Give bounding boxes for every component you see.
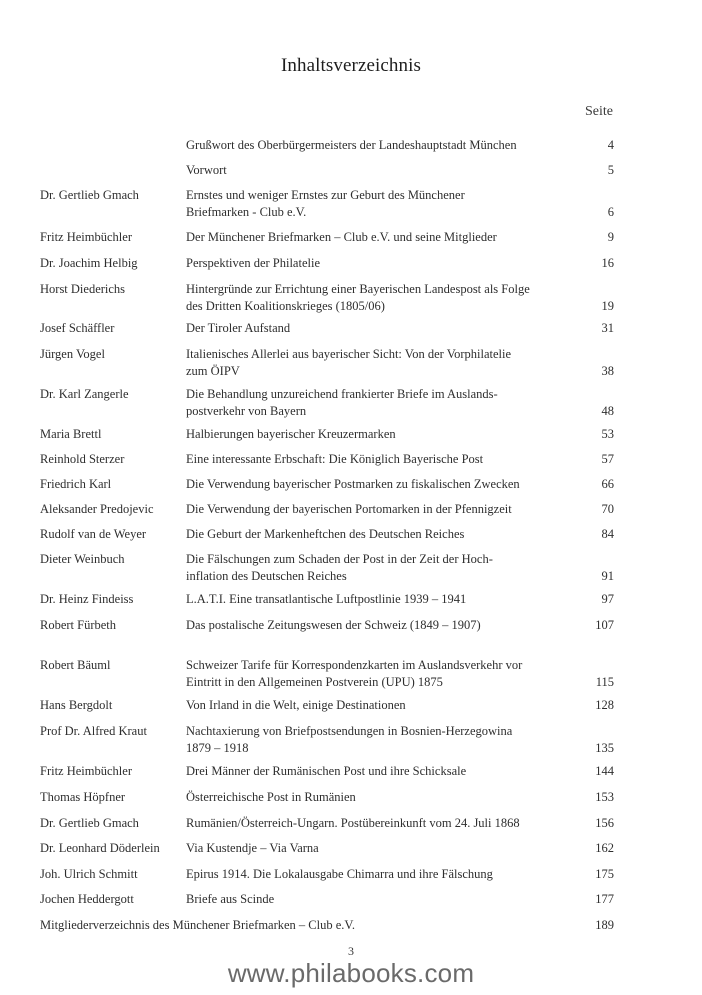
entry-title-line: L.A.T.I. Eine transatlantische Luftpostlinie 1939 – 1941: [186, 592, 467, 606]
entry-title: [186, 815, 576, 832]
entry-title: [186, 763, 576, 780]
entry-title-line: Schweizer Tarife für Korrespondenzkarten im Auslandsverkehr vor: [186, 658, 523, 672]
entry-page-number: 4: [607, 138, 614, 152]
entry-title-line: Die Behandlung unzureichend frankierter Briefe im Auslands-: [186, 387, 498, 401]
entry-title: [186, 840, 576, 857]
entry-page-number: 48: [601, 403, 614, 418]
entry-author: Dieter Weinbuch: [40, 552, 125, 566]
entry-author: Joh. Ulrich Schmitt: [40, 867, 138, 881]
entry-title: [186, 451, 576, 468]
entry-page-number: 189: [595, 918, 614, 932]
entry-title-line: Briefe aus Scinde: [186, 892, 275, 906]
entry-title-line: Epirus 1914. Die Lokalausgabe Chimarra und ihre Fälschung: [186, 867, 493, 881]
entry-author: Reinhold Sterzer: [40, 452, 125, 466]
entry-author: Dr. Karl Zangerle: [40, 387, 129, 401]
entry-page-number: 162: [595, 841, 614, 855]
entry-title: [186, 551, 576, 584]
entry-author: Robert Bäuml: [40, 658, 111, 672]
entry-page-number: 53: [601, 427, 614, 441]
entry-title-line: Drei Männer der Rumänischen Post und ihre Schicksale: [186, 764, 467, 778]
entry-title-line: Die Verwendung bayerischer Postmarken zu fiskalischen Zwecken: [186, 477, 520, 491]
entry-title-line: Von Irland in die Welt, einige Destinationen: [186, 698, 406, 712]
entry-title: [186, 320, 576, 337]
entry-title: [186, 386, 576, 419]
entry-page-number: 135: [595, 740, 614, 755]
entry-title: [186, 255, 576, 272]
entry-page-number: 153: [595, 790, 614, 804]
entry-title-line: Hintergründe zur Errichtung einer Bayerischen Landespost als Folge: [186, 282, 530, 296]
page-column-label: Seite: [585, 104, 613, 119]
entry-author: Horst Diederichs: [40, 282, 126, 296]
entry-author: Fritz Heimbüchler: [40, 764, 132, 778]
entry-page-number: 70: [601, 502, 614, 516]
entry-author: Rudolf van de Weyer: [40, 527, 147, 541]
entry-title: [186, 426, 576, 443]
entry-title-line: Italienisches Allerlei aus bayerischer Sicht: Von der Vorphilatelie: [186, 347, 512, 361]
entry-author: Jürgen Vogel: [40, 347, 105, 361]
entry-page-number: 156: [595, 816, 614, 830]
entry-page-number: 31: [601, 321, 614, 335]
entry-author: Robert Fürbeth: [40, 618, 117, 632]
entry-title: [186, 657, 576, 690]
entry-author: Fritz Heimbüchler: [40, 230, 132, 244]
entry-author: Dr. Joachim Helbig: [40, 256, 138, 270]
entry-title-line: Grußwort des Oberbürgermeisters der Landeshauptstadt München: [186, 138, 517, 152]
entry-page-number: 66: [601, 477, 614, 491]
entry-title-line: Die Verwendung der bayerischen Portomarken in der Pfennigzeit: [186, 502, 512, 516]
entry-page-number: 84: [601, 527, 614, 541]
entry-title-line: Eintritt in den Allgemeinen Postverein (UPU) 1875: [186, 674, 443, 689]
entry-title-line: Österreichische Post in Rumänien: [186, 790, 356, 804]
entry-title-line: Die Geburt der Markenheftchen des Deutschen Reiches: [186, 527, 465, 541]
entry-title-line: Die Fälschungen zum Schaden der Post in der Zeit der Hoch-: [186, 552, 493, 566]
entry-title: [186, 697, 576, 714]
entry-page-number: 177: [595, 892, 614, 906]
entry-title-line: Rumänien/Österreich-Ungarn. Postübereinkunft vom 24. Juli 1868: [186, 816, 520, 830]
entry-page-number: 175: [595, 867, 614, 881]
entry-title: [186, 789, 576, 806]
entry-title: [186, 501, 576, 518]
entry-title-line: Der Tiroler Aufstand: [186, 321, 291, 335]
entry-page-number: 16: [601, 256, 614, 270]
entry-title: [186, 187, 576, 220]
entry-title-line: postverkehr von Bayern: [186, 403, 307, 418]
entry-title-line: Halbierungen bayerischer Kreuzermarken: [186, 427, 396, 441]
entry-title-line: zum ÖIPV: [186, 363, 240, 378]
entry-author: Jochen Heddergott: [40, 892, 134, 906]
entry-page-number: 91: [601, 568, 614, 583]
entry-title: [186, 526, 576, 543]
entry-author: Friedrich Karl: [40, 477, 112, 491]
entry-page-number: 144: [595, 764, 614, 778]
entry-title: [186, 476, 576, 493]
entry-title-line: Eine interessante Erbschaft: Die Königlich Bayerische Post: [186, 452, 484, 466]
entry-title-line: Ernstes und weniger Ernstes zur Geburt des Münchener: [186, 188, 465, 202]
entry-author: Dr. Heinz Findeiss: [40, 592, 134, 606]
entry-title: [186, 617, 576, 634]
entry-title: [186, 281, 576, 314]
entry-title-line: Perspektiven der Philatelie: [186, 256, 320, 270]
entry-title: [186, 723, 576, 756]
entry-title: [186, 229, 576, 246]
entry-title-line: Nachtaxierung von Briefpostsendungen in Bosnien-Herzegowina: [186, 724, 513, 738]
entry-title: [40, 917, 540, 934]
entry-page-number: 57: [601, 452, 614, 466]
entry-title-line: Das postalische Zeitungswesen der Schweiz (1849 – 1907): [186, 618, 481, 632]
entry-title: [186, 891, 576, 908]
entry-page-number: 5: [607, 163, 614, 177]
entry-title-line: 1879 – 1918: [186, 740, 249, 755]
entry-author: Dr. Leonhard Döderlein: [40, 841, 160, 855]
entry-page-number: 128: [595, 698, 614, 712]
entry-author: Aleksander Predojevic: [40, 502, 154, 516]
entry-title: [186, 137, 576, 154]
entry-author: Josef Schäffler: [40, 321, 115, 335]
entry-page-number: 115: [595, 674, 614, 689]
entry-author: Dr. Gertlieb Gmach: [40, 188, 139, 202]
entry-page-number: 9: [607, 230, 614, 244]
entry-title-line: Vorwort: [186, 163, 227, 177]
entry-author: Thomas Höpfner: [40, 790, 126, 804]
entry-title: [186, 162, 576, 179]
entry-page-number: 107: [595, 618, 614, 632]
entry-author: Dr. Gertlieb Gmach: [40, 816, 139, 830]
entry-page-number: 6: [607, 204, 614, 219]
entry-page-number: 19: [601, 298, 614, 313]
entry-title: [186, 346, 576, 379]
entry-author: Maria Brettl: [40, 427, 102, 441]
entry-title-line: inflation des Deutschen Reiches: [186, 568, 347, 583]
entry-title-line: Via Kustendje – Via Varna: [186, 841, 319, 855]
entry-title: [186, 866, 576, 883]
entry-page-number: 97: [601, 592, 614, 606]
entry-title-line: des Dritten Koalitionskrieges (1805/06): [186, 298, 385, 313]
page-number: 3: [348, 944, 354, 958]
entry-author: Hans Bergdolt: [40, 698, 113, 712]
watermark-url: www.philabooks.com: [227, 958, 475, 988]
page-title: Inhaltsverzeichnis: [280, 55, 422, 76]
entry-author: Prof Dr. Alfred Kraut: [40, 724, 147, 738]
entry-title-line: Briefmarken - Club e.V.: [186, 204, 307, 219]
entry-title-line: Der Münchener Briefmarken – Club e.V. und seine Mitglieder: [186, 230, 497, 244]
entry-page-number: 38: [601, 363, 614, 378]
entry-title-line: Mitgliederverzeichnis des Münchener Briefmarken – Club e.V.: [40, 918, 355, 932]
entry-title: [186, 591, 576, 608]
